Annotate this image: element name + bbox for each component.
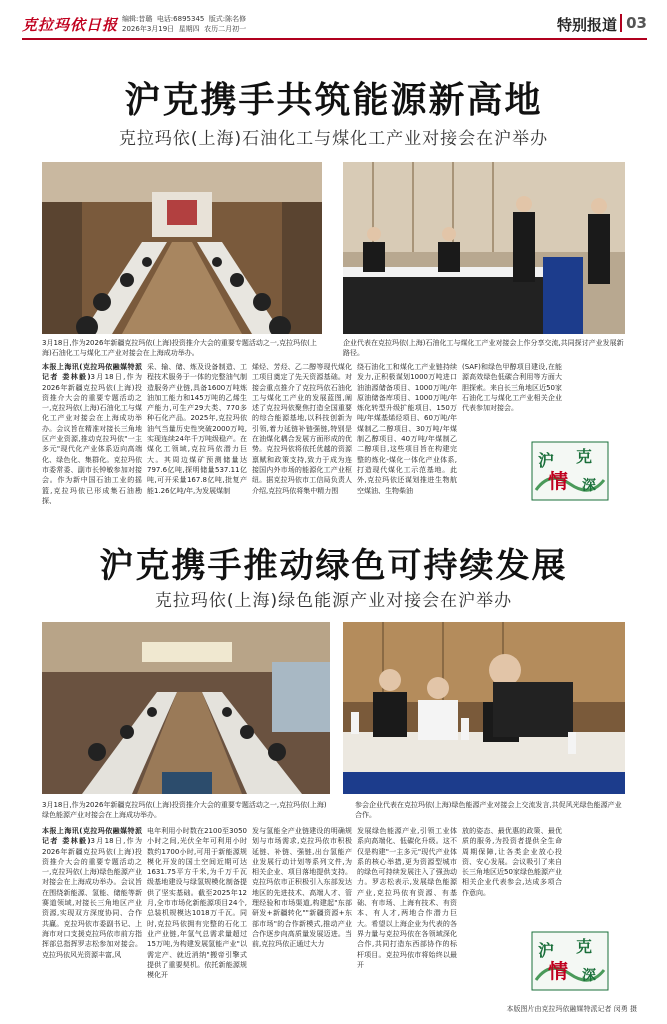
- article2-byline: 本报上海讯(克拉玛依融媒特派记者 娄林毅): [42, 827, 142, 846]
- editor: 编辑:昔璐: [122, 15, 153, 23]
- photo-credit-footer: 本版图片由克拉玛依融媒特派记者 闵勇 摄: [506, 1005, 637, 1013]
- svg-text:克: 克: [576, 447, 593, 466]
- masthead-meta: [122, 14, 246, 34]
- svg-text:情: 情: [548, 469, 568, 493]
- svg-text:情: 情: [548, 959, 568, 983]
- svg-text:沪: 沪: [538, 941, 555, 960]
- article2-badge: [530, 930, 610, 992]
- svg-text:深: 深: [582, 478, 596, 494]
- article2-caption-left: 3月18日,作为2026年新疆克拉玛依(上海)投资推介大会的重要专题活动之一,克拉玛依(上海)绿色能源产业对接会在上海成功举办。: [42, 801, 327, 819]
- article1-caption-left: 3月18日,作为2026年新疆克拉玛依(上海)投资推介大会的重要专题活动之一,克拉玛依(上海)石油化工与煤化工产业对接会在上海成功举办。: [42, 339, 317, 357]
- article2-photo-speakers: [343, 622, 625, 794]
- article2-column-5: 放的姿态、最优惠的政策、最优质的服务,为投资者提供全生命周期保障,让各类企业放心投资、安心发展。会议吸引了来自长三角地区近50家绿色能源产业相关企业代表参会,达成多项合作意向。: [462, 827, 562, 897]
- article1-col1-text: 3月18日,作为2026年新疆克拉玛依(上海)投资推介大会的重要专题活动之一,克拉玛依(上海)石油化工与煤化工产业对接会在上海成功举办。会议旨在精准对接长三角地区产业资源,推动克拉玛依"一主多元"现代化产业体系迈向高端化、绿色化、集群化。克拉玛依市委常委、副市长钟敏参加对接会。作为新中国石油工业的摇篮,克拉玛依已形成集石油勘探、: [42, 373, 142, 505]
- paper-logo: 克拉玛依日报: [22, 16, 119, 34]
- layout-editor: 版式:陈名修: [208, 15, 247, 23]
- article1-column-1: [42, 362, 142, 532]
- article2-photo-conference: [42, 622, 330, 794]
- section-title: 特别报道: [556, 16, 617, 34]
- article2-caption-right: 参会企业代表在克拉玛依(上海)绿色能源产业对接会上交流发言,共促风光绿色能源产业合作。: [355, 801, 622, 819]
- article1-photo-speakers: [343, 162, 625, 334]
- article1-column-5: (SAF)和绿色甲醇项目建设,在能源高效绿色低碳合利用等方面大胆探索。来自长三角地区近50家石油化工与煤化工产业相关企业代表参加对接会。: [462, 363, 562, 413]
- article2-column-3: 发与氢能全产业链建设的明确规划与市场需求,克拉玛依市积极延链、补链、强链,出台氢能产业发展行动计划等系列文件,为相关企业、项目落地提供支持。克拉玛依市正积极引入东部发达地区的先进技术、高端人才、管理经验和市场渠道,构建起"东部研发+新疆转化""新疆资源+东部市场"的合作新模式,推动产业合作逐步向高质量发展迈进。当前,克拉玛依正通过大力: [252, 827, 352, 949]
- article1-column-4: 绕石油化工和煤化工产业链持续发力,正积极谋划1000万吨进口油油源储备项目、1000万吨/年原油储备库项目、1000万吨/年炼化转型升级扩能项目、150万吨/年煤基烯烃项目、60万吨/年煤制乙二醇项目、30万吨/年煤制乙醇项目、40万吨/年煤制乙二醇项目,这些项目旨在构建完整的炼化-煤化一体化产业体系,打造现代煤化工示范基地。此外,克拉玛依还谋划推进生物航空煤油、生物柴油: [357, 363, 457, 495]
- article2-column-1: [42, 826, 142, 998]
- article2-subtitle: 克拉玛依(上海)绿色能源产业对接会在沪举办: [154, 591, 513, 611]
- article1-subtitle: 克拉玛依(上海)石油化工与煤化工产业对接会在沪举办: [118, 129, 549, 149]
- article2-column-2: 电年利用小时数在2100至3050小时之间,光伏全年可利用小时数约1700小时,可用于新能源规模化开发的国土空间近期可达1631.75平方千米,为千万千瓦级基地建设与绿氢规模化制备提供了坚实基础。截至2025年12月,全市市场化新能源项目24个,总装机规模达1018万千瓦。同时,克拉玛依拥有完整的石化工业产业链,年氢气总需求量超过15万吨,为构建发展氢能产业"以需定产、就近消纳"搬帝引擎式提供了重要契机。依托新能源规模化开: [147, 827, 247, 980]
- article2-title: 沪克携手推动绿色可持续发展: [99, 546, 568, 586]
- article1-column-2: 采、输、储、炼及设备制造、工程技术服务于一体的完整油气制造服务产业链,具备1600万吨炼油加工能力和145万吨的乙烯生产能力,可生产29大类、770多种石化产品。2025年,克拉玛依油气当量历史性突破2000万吨,实现连续24年千万吨级稳产。在煤化工领域,克拉玛依潜力巨大。其周边煤矿预测储量达797.6亿吨,探明储量537.11亿吨,可开采量167.8亿吨,批复产能1.26亿吨/年,为发展煤制: [147, 363, 247, 495]
- svg-text:沪: 沪: [538, 451, 555, 470]
- svg-text:深: 深: [582, 968, 596, 984]
- article1-title: 沪克携手共筑能源新高地: [124, 80, 543, 121]
- masthead: [22, 12, 647, 40]
- date: 2026年3月19日: [122, 25, 175, 33]
- page-number: 03: [620, 14, 647, 32]
- article2-col1-text: 3月18日,作为2026年新疆克拉玛依(上海)投资推介大会的重要专题活动之一,克拉玛依(上海)绿色能源产业对接会在上海成功举办。会议旨在围绕新能源、氢能、储能等新赛道领域,对接长三角地区产业资源,实现双方深度协同、合作共赢。克拉玛依市委副书记、上海市对口支援克拉玛依市前方指挥部总指挥罗志松参加对接会。克拉玛依风光资源丰富,风: [42, 837, 142, 959]
- svg-text:克: 克: [576, 937, 593, 956]
- article1-column-3: 烯烃、芳烃、乙二醇等现代煤化工项目奠定了先天资源基础。对接会重点推介了克拉玛依石油化工与煤化工产业的发展蓝图,阐述了克拉玛依聚焦打造全国重要的综合能源基地,以科技创新为引领,着力延链补链强链,特别是在油煤化耦合发展方面形成的优势。克拉玛依将依托优越的资源禀赋和政策支持,致力于成为连接国内外市场的能源化工产业枢纽。据克拉玛依市工信局负责人介绍,克拉玛依将集中精力围: [252, 363, 352, 495]
- lunar-date: 农历二月初一: [204, 25, 247, 33]
- article1-badge: [530, 440, 610, 502]
- phone: 电话:6895345: [156, 15, 205, 23]
- article1-byline: 本报上海讯(克拉玛依融媒特派记者 娄林毅): [42, 363, 142, 382]
- article1-caption-right: 企业代表在克拉玛依(上海)石油化工与煤化工产业对接会上作分享交流,共同探讨产业发展新路径。: [343, 339, 624, 357]
- article2-column-4: 发展绿色能源产业,引领工业体系向高端化、低碳化升级。这不仅是构建"一主多元"现代产业体系的核心举措,更为资源型城市的绿色可持续发展注入了强劲动力。罗志松表示,发展绿色能源产业,克拉玛依有资源、有基础、有市场、上海有技术、有资本、有人才,两地合作潜力巨大。希望以上海企业为代表的各界力量与克拉玛依在各领域深化合作,共同打造东西部协作的标杆项目。克拉玛依市将始终以最开: [357, 827, 457, 969]
- article1-photo-conference: [42, 162, 322, 334]
- weekday: 星期四: [178, 25, 200, 33]
